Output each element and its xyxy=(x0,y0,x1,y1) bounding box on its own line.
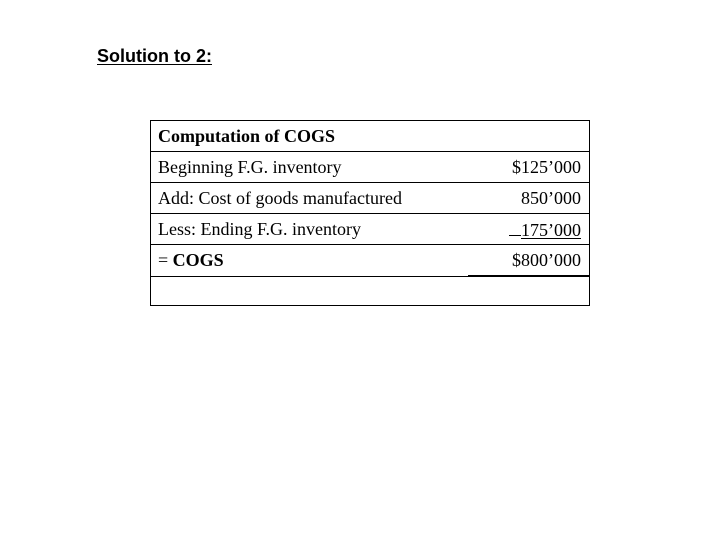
table-heading: Computation of COGS xyxy=(158,126,336,146)
row-label-cost-of-goods-manufactured: Add: Cost of goods manufactured xyxy=(158,188,402,208)
row-label-ending-inventory: Less: Ending F.G. inventory xyxy=(158,219,362,239)
amount-value: 175’000 xyxy=(521,220,581,240)
row-amount-ending-inventory xyxy=(509,219,581,241)
table-row xyxy=(151,214,589,245)
table-row xyxy=(151,152,589,183)
row-label-cogs xyxy=(158,250,224,271)
row-amount-cost-of-goods-manufactured: 850’000 xyxy=(521,188,581,208)
row-amount-beginning-inventory: $125’000 xyxy=(512,157,581,177)
amount-underline-lead xyxy=(509,219,521,236)
cogs-computation-table xyxy=(150,120,590,306)
table-row-total xyxy=(151,245,589,275)
table-empty-row xyxy=(151,276,589,307)
label-prefix: = xyxy=(158,250,173,270)
slide-title: Solution to 2: xyxy=(97,46,212,66)
label-cogs-bold: COGS xyxy=(172,250,224,270)
table-heading-row xyxy=(151,121,589,152)
table-row xyxy=(151,183,589,214)
row-amount-cogs: $800’000 xyxy=(512,250,581,270)
row-label-beginning-inventory: Beginning F.G. inventory xyxy=(158,157,342,177)
